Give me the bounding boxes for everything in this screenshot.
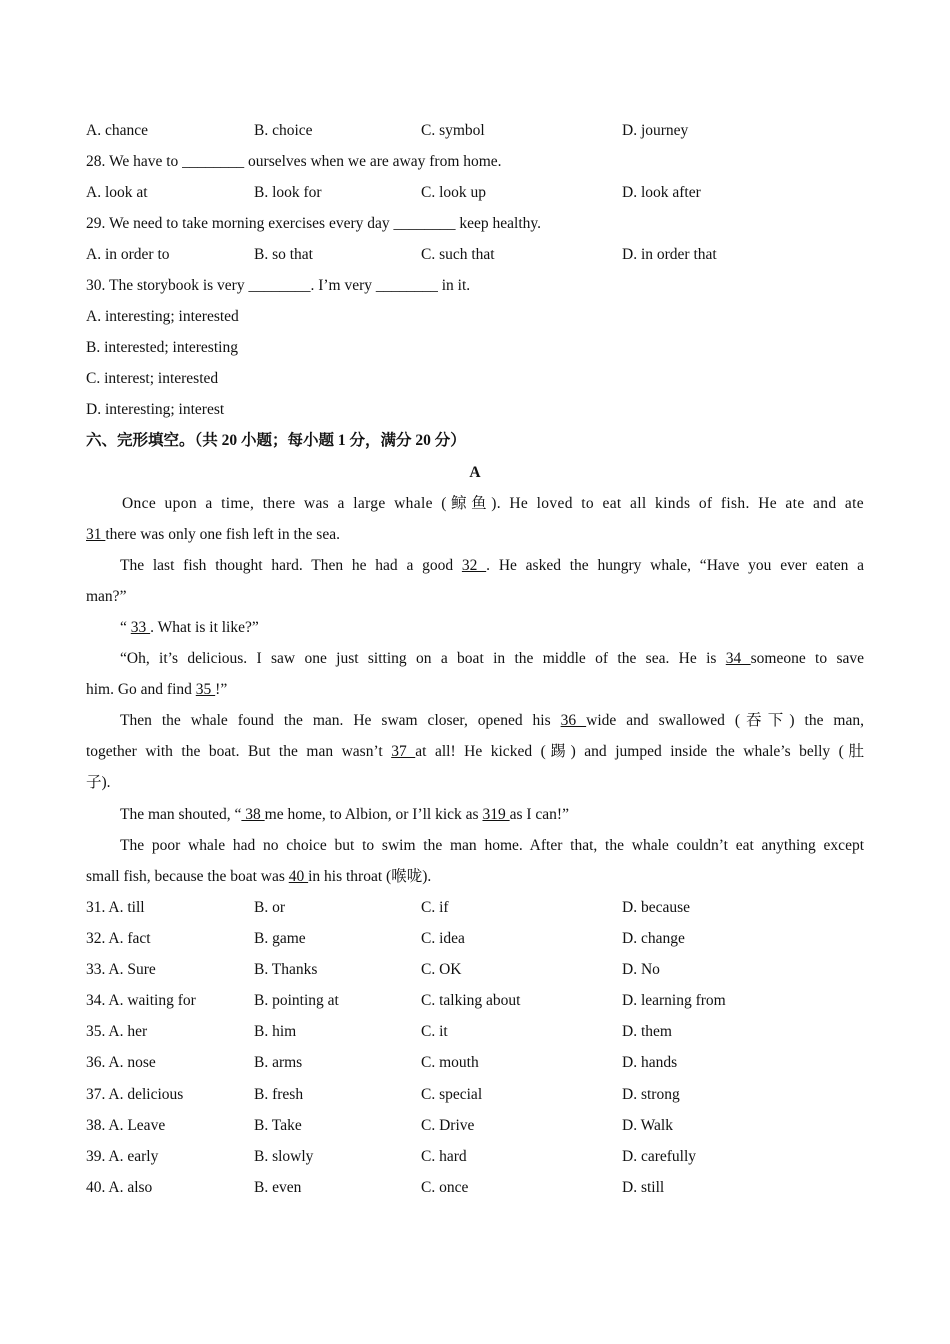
passage-text: . He asked the hungry whale, “Have you ever eaten a	[486, 557, 864, 574]
cloze-options-40	[86, 1178, 866, 1198]
option-c: C. special	[421, 1086, 483, 1103]
option-c: C. such that	[421, 246, 495, 263]
q29-stem: 29. We need to take morning exercises every day ________ keep healthy.	[86, 215, 541, 232]
passage-line	[86, 680, 227, 700]
option-d: D. because	[622, 899, 690, 916]
option-b: B. Take	[254, 1117, 302, 1134]
passage-line	[86, 711, 864, 731]
blank-34: 34	[725, 650, 751, 667]
option-d: D. look after	[622, 184, 701, 201]
option-b: B. arms	[254, 1054, 303, 1071]
blank-40: 40	[288, 868, 309, 885]
cloze-options-34	[86, 991, 866, 1011]
passage-line	[86, 867, 431, 887]
blank-36: 36	[560, 712, 587, 729]
option-a: 35. A. her	[86, 1023, 148, 1040]
blank-35: 35	[195, 681, 216, 698]
passage-text: him. Go and find	[86, 681, 196, 698]
passage-line	[120, 618, 259, 638]
blank-39: 319	[482, 806, 510, 823]
q30-option-a: A. interesting; interested	[86, 308, 239, 325]
option-d: D. change	[622, 930, 685, 947]
option-a: 32. A. fact	[86, 930, 151, 947]
option-b: B. slowly	[254, 1148, 314, 1165]
option-d: D. strong	[622, 1086, 680, 1103]
option-a: A. look at	[86, 184, 148, 201]
passage-text: in his throat (喉咙).	[308, 868, 432, 885]
passage-text: The last fish thought hard. Then he had a good	[120, 557, 462, 574]
passage-text: “	[120, 619, 131, 636]
option-c: C. idea	[421, 930, 465, 947]
option-d: D. still	[622, 1179, 665, 1196]
option-a: 38. A. Leave	[86, 1117, 166, 1134]
option-a: 37. A. delicious	[86, 1086, 184, 1103]
option-d: D. journey	[622, 122, 689, 139]
option-c: C. symbol	[421, 122, 485, 139]
option-a: 36. A. nose	[86, 1054, 156, 1071]
q27-options	[86, 121, 866, 141]
cloze-options-33	[86, 960, 866, 980]
option-b: B. him	[254, 1023, 297, 1040]
passage-line	[86, 525, 340, 545]
blank-37: 37	[391, 743, 416, 760]
passage-line	[86, 649, 864, 669]
cloze-options-39	[86, 1147, 866, 1167]
option-b: B. even	[254, 1179, 302, 1196]
passage-line	[86, 742, 864, 762]
cloze-options-36	[86, 1053, 866, 1073]
cloze-options-32	[86, 929, 866, 949]
passage-text: together with the boat. But the man wasn’t	[86, 743, 392, 760]
option-d: D. hands	[622, 1054, 678, 1071]
option-c: C. Drive	[421, 1117, 475, 1134]
option-c: C. if	[421, 899, 449, 916]
option-d: D. learning from	[622, 992, 726, 1009]
passage-label: A	[469, 464, 481, 481]
option-d: D. carefully	[622, 1148, 697, 1165]
option-c: C. hard	[421, 1148, 467, 1165]
option-a: 33. A. Sure	[86, 961, 156, 978]
passage-text: at all! He kicked (踢) and jumped inside the whale’s belly (肚	[415, 743, 865, 760]
q30-option-b: B. interested; interesting	[86, 339, 238, 356]
passage-text: Then the whale found the man. He swam closer, opened his	[120, 712, 561, 729]
blank-38: 38	[241, 806, 265, 823]
passage-text: The man shouted, “	[120, 806, 242, 823]
option-b: B. fresh	[254, 1086, 304, 1103]
passage-text: me home, to Albion, or I’ll kick as	[264, 806, 483, 823]
passage-text: as I can!”	[509, 806, 569, 823]
option-d: D. them	[622, 1023, 672, 1040]
option-c: C. OK	[421, 961, 462, 978]
option-a: 39. A. early	[86, 1148, 159, 1165]
cloze-options-35	[86, 1022, 866, 1042]
passage-text: someone to save	[750, 650, 864, 667]
option-c: C. talking about	[421, 992, 521, 1009]
cloze-options-37	[86, 1085, 866, 1105]
passage-text: !”	[215, 681, 228, 698]
q30-stem: 30. The storybook is very ________. I’m very ________ in it.	[86, 277, 471, 294]
q30-option-d: D. interesting; interest	[86, 401, 225, 418]
q29-options	[86, 245, 866, 265]
option-b: B. game	[254, 930, 306, 947]
q28-options	[86, 183, 866, 203]
option-c: C. once	[421, 1179, 469, 1196]
option-b: B. so that	[254, 246, 313, 263]
passage-text: . What is it like?”	[150, 619, 259, 636]
passage-line	[86, 556, 864, 576]
option-c: C. mouth	[421, 1054, 479, 1071]
option-b: B. pointing at	[254, 992, 339, 1009]
option-a: 34. A. waiting for	[86, 992, 196, 1009]
option-b: B. choice	[254, 122, 313, 139]
passage-line: Once upon a time, there was a large whale (鲸鱼). He loved to eat all kinds of fish. He ate and ate	[122, 495, 864, 512]
passage-line: man?”	[86, 588, 127, 605]
option-b: B. or	[254, 899, 285, 916]
blank-33: 33	[130, 619, 151, 636]
option-a: A. chance	[86, 122, 148, 139]
option-a: A. in order to	[86, 246, 170, 263]
passage-text: there was only one fish left in the sea.	[105, 526, 340, 543]
option-c: C. it	[421, 1023, 448, 1040]
cloze-options-31	[86, 898, 866, 918]
passage-line	[120, 805, 569, 825]
section-heading: 六、完形填空。（共 20 小题；每小题 1 分，满分 20 分）	[86, 432, 466, 449]
passage-text: small fish, because the boat was	[86, 868, 289, 885]
blank-31: 31	[86, 526, 106, 543]
q28-stem: 28. We have to ________ ourselves when we are away from home.	[86, 153, 502, 170]
option-d: D. No	[622, 961, 660, 978]
option-a: 31. A. till	[86, 899, 145, 916]
passage-text: wide and swallowed (吞下) the man,	[586, 712, 864, 729]
passage-line: 子).	[86, 774, 111, 791]
passage-line: The poor whale had no choice but to swim the man home. After that, the whale couldn’t eat anything except	[120, 837, 864, 854]
option-a: 40. A. also	[86, 1179, 153, 1196]
option-b: B. look for	[254, 184, 322, 201]
blank-32: 32	[461, 557, 487, 574]
cloze-options-38	[86, 1116, 866, 1136]
option-d: D. in order that	[622, 246, 717, 263]
option-d: D. Walk	[622, 1117, 673, 1134]
option-c: C. look up	[421, 184, 487, 201]
option-b: B. Thanks	[254, 961, 318, 978]
q30-option-c: C. interest; interested	[86, 370, 219, 387]
passage-text: “Oh, it’s delicious. I saw one just sitting on a boat in the middle of the sea. He is	[120, 650, 726, 667]
